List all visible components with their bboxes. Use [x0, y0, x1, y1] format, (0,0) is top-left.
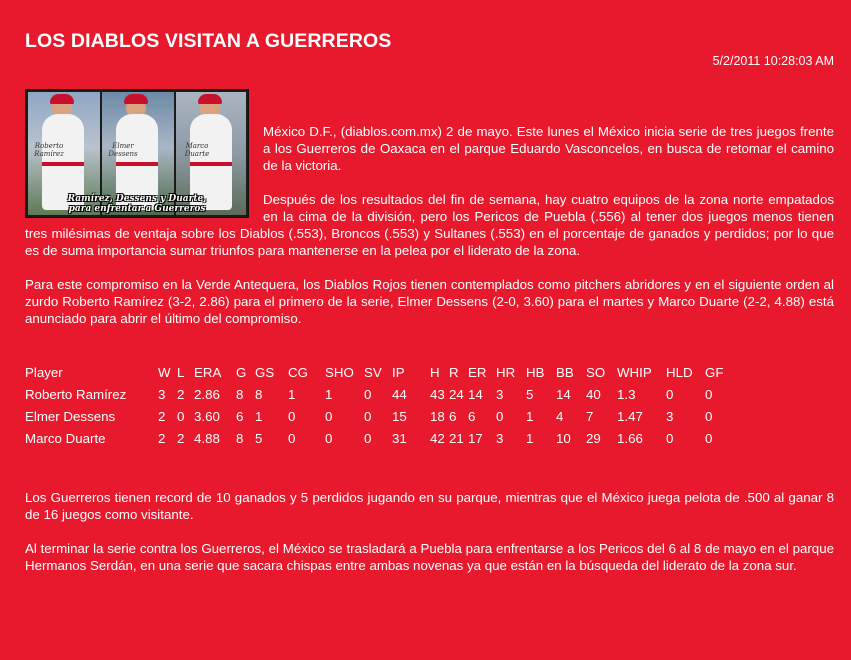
stats-value-cell: 43 [430, 386, 445, 402]
article-paragraph: Al terminar la serie contra los Guerreros, el México se trasladará a Puebla para enfrentarse a los Pericos del 6 al 8 de mayo en el parque Hermanos Serdán, en una serie que sacara chispas entre ambas novenas ya que están en la búsqueda del liderato de la zona sur. [25, 541, 834, 573]
stats-header-cell: R [449, 364, 459, 380]
article-paragraph: México D.F., (diablos.com.mx) 2 de mayo. Este lunes el México inicia serie de tres juegos frente a los Guerreros de Oaxaca en el parque Eduardo Vasconcelos, en busca de retomar el camino de la victoria. [263, 124, 834, 173]
stats-value-cell: 0 [325, 408, 333, 424]
stats-player-cell: Marco Duarte [25, 430, 106, 446]
stats-row [25, 383, 725, 405]
stats-value-cell: 5 [526, 386, 534, 402]
stats-header-cell: G [236, 364, 247, 380]
stats-value-cell: 2 [158, 408, 166, 424]
stats-header-cell: Player [25, 364, 63, 380]
stats-header-row [25, 361, 725, 383]
photo-caption [26, 194, 248, 214]
stats-value-cell: 3.60 [194, 408, 220, 424]
stats-value-cell: 1.3 [617, 386, 636, 402]
article-title: LOS DIABLOS VISITAN A GUERREROS [25, 30, 392, 52]
stats-header-cell: H [430, 364, 440, 380]
stats-value-cell: 2.86 [194, 386, 220, 402]
stats-value-cell: 0 [705, 386, 713, 402]
stats-header-cell: ER [468, 364, 487, 380]
stats-header-cell: ERA [194, 364, 222, 380]
stats-value-cell: 0 [364, 430, 372, 446]
stats-value-cell: 17 [468, 430, 483, 446]
stats-header-cell: W [158, 364, 171, 380]
photo-caption-line: para enfrentar a Guerreros [68, 204, 206, 214]
article-paragraph: Para este compromiso en la Verde Antequera, los Diablos Rojos tienen contemplados como pitchers abridores y en el siguiente orden al zurdo Roberto Ramírez (3-2, 2.86) para el primero de la serie, Elmer Dessens (2-0, 3.60) para el martes y Marco Duarte (2-2, 4.88) está anunciado para abrir el último del compromiso. [25, 277, 834, 326]
stats-value-cell: 1.47 [617, 408, 643, 424]
stats-header-cell: GF [705, 364, 724, 380]
stats-value-cell: 0 [705, 430, 713, 446]
stats-value-cell: 21 [449, 430, 464, 446]
stats-value-cell: 8 [236, 430, 244, 446]
stats-header-cell: SO [586, 364, 606, 380]
stats-header-cell: HLD [666, 364, 693, 380]
stats-header-cell: SHO [325, 364, 354, 380]
stats-header-cell: GS [255, 364, 275, 380]
stats-value-cell: 1 [526, 430, 534, 446]
stats-value-cell: 8 [236, 386, 244, 402]
stats-value-cell: 44 [392, 386, 407, 402]
stats-value-cell: 3 [496, 386, 504, 402]
article-paragraph: Los Guerreros tienen record de 10 ganados y 5 perdidos jugando en su parque, mientras que el México juega pelota de .500 al ganar 8 de 16 juegos como visitante. [25, 490, 834, 522]
stats-header-cell: HR [496, 364, 516, 380]
stats-value-cell: 1 [526, 408, 534, 424]
stats-value-cell: 0 [364, 386, 372, 402]
stats-value-cell: 31 [392, 430, 407, 446]
stats-header-cell: HB [526, 364, 545, 380]
stats-value-cell: 6 [449, 408, 457, 424]
stats-value-cell: 0 [705, 408, 713, 424]
stats-value-cell: 0 [288, 408, 296, 424]
stats-header-cell: SV [364, 364, 382, 380]
stats-value-cell: 1.66 [617, 430, 643, 446]
stats-value-cell: 2 [158, 430, 166, 446]
stats-value-cell: 8 [255, 386, 263, 402]
stats-header-cell: BB [556, 364, 574, 380]
article-paragraph: Después de los resultados del fin de semana, hay cuatro equipos de la zona norte empatados en la cima de la división, pero los Pericos de Puebla (.556) al tener dos juegos menos tienen tres milésimas de ventaja sobre los Diablos (.553), Broncos (.553) y Sultanes (.553) en el porcentaje de ganados y perdidos; por lo que es de suma importancia sumar triunfos para mantenerse en la pelea por el liderato de la zona. [25, 192, 834, 258]
stats-value-cell: 1 [288, 386, 296, 402]
pitching-stats-table [25, 361, 725, 449]
stats-value-cell: 1 [255, 408, 263, 424]
stats-value-cell: 0 [364, 408, 372, 424]
stats-value-cell: 29 [586, 430, 601, 446]
stats-value-cell: 3 [158, 386, 166, 402]
stats-header-cell: L [177, 364, 185, 380]
stats-value-cell: 1 [325, 386, 333, 402]
stats-header-cell: CG [288, 364, 308, 380]
stats-value-cell: 24 [449, 386, 464, 402]
photo-name-label: Marco Duarte [184, 142, 210, 158]
stats-value-cell: 6 [236, 408, 244, 424]
stats-value-cell: 2 [177, 386, 185, 402]
stats-value-cell: 5 [255, 430, 263, 446]
photo-caption-line: Ramírez, Dessens y Duarte, [67, 194, 207, 204]
stats-value-cell: 6 [468, 408, 476, 424]
stats-value-cell: 3 [496, 430, 504, 446]
stats-row [25, 405, 725, 427]
stats-value-cell: 14 [468, 386, 483, 402]
stats-value-cell: 42 [430, 430, 445, 446]
stats-value-cell: 0 [325, 430, 333, 446]
stats-value-cell: 0 [666, 386, 674, 402]
stats-player-cell: Elmer Dessens [25, 408, 116, 424]
pitchers-photo [25, 89, 249, 218]
stats-value-cell: 18 [430, 408, 445, 424]
stats-value-cell: 7 [586, 408, 594, 424]
stats-value-cell: 0 [666, 430, 674, 446]
photo-name-label: Roberto Ramírez [34, 142, 64, 158]
stats-row [25, 427, 725, 449]
stats-value-cell: 0 [288, 430, 296, 446]
stats-value-cell: 2 [177, 430, 185, 446]
photo-name-label: Elmer Dessens [108, 142, 138, 158]
article-date: 5/2/2011 10:28:03 AM [712, 54, 834, 68]
stats-value-cell: 14 [556, 386, 571, 402]
stats-value-cell: 3 [666, 408, 674, 424]
stats-value-cell: 4.88 [194, 430, 220, 446]
stats-value-cell: 4 [556, 408, 564, 424]
stats-value-cell: 0 [496, 408, 504, 424]
stats-value-cell: 10 [556, 430, 571, 446]
stats-header-cell: IP [392, 364, 405, 380]
stats-value-cell: 0 [177, 408, 185, 424]
article-body [25, 89, 834, 591]
stats-value-cell: 15 [392, 408, 407, 424]
stats-header-cell: WHIP [617, 364, 652, 380]
stats-value-cell: 40 [586, 386, 601, 402]
stats-player-cell: Roberto Ramírez [25, 386, 127, 402]
